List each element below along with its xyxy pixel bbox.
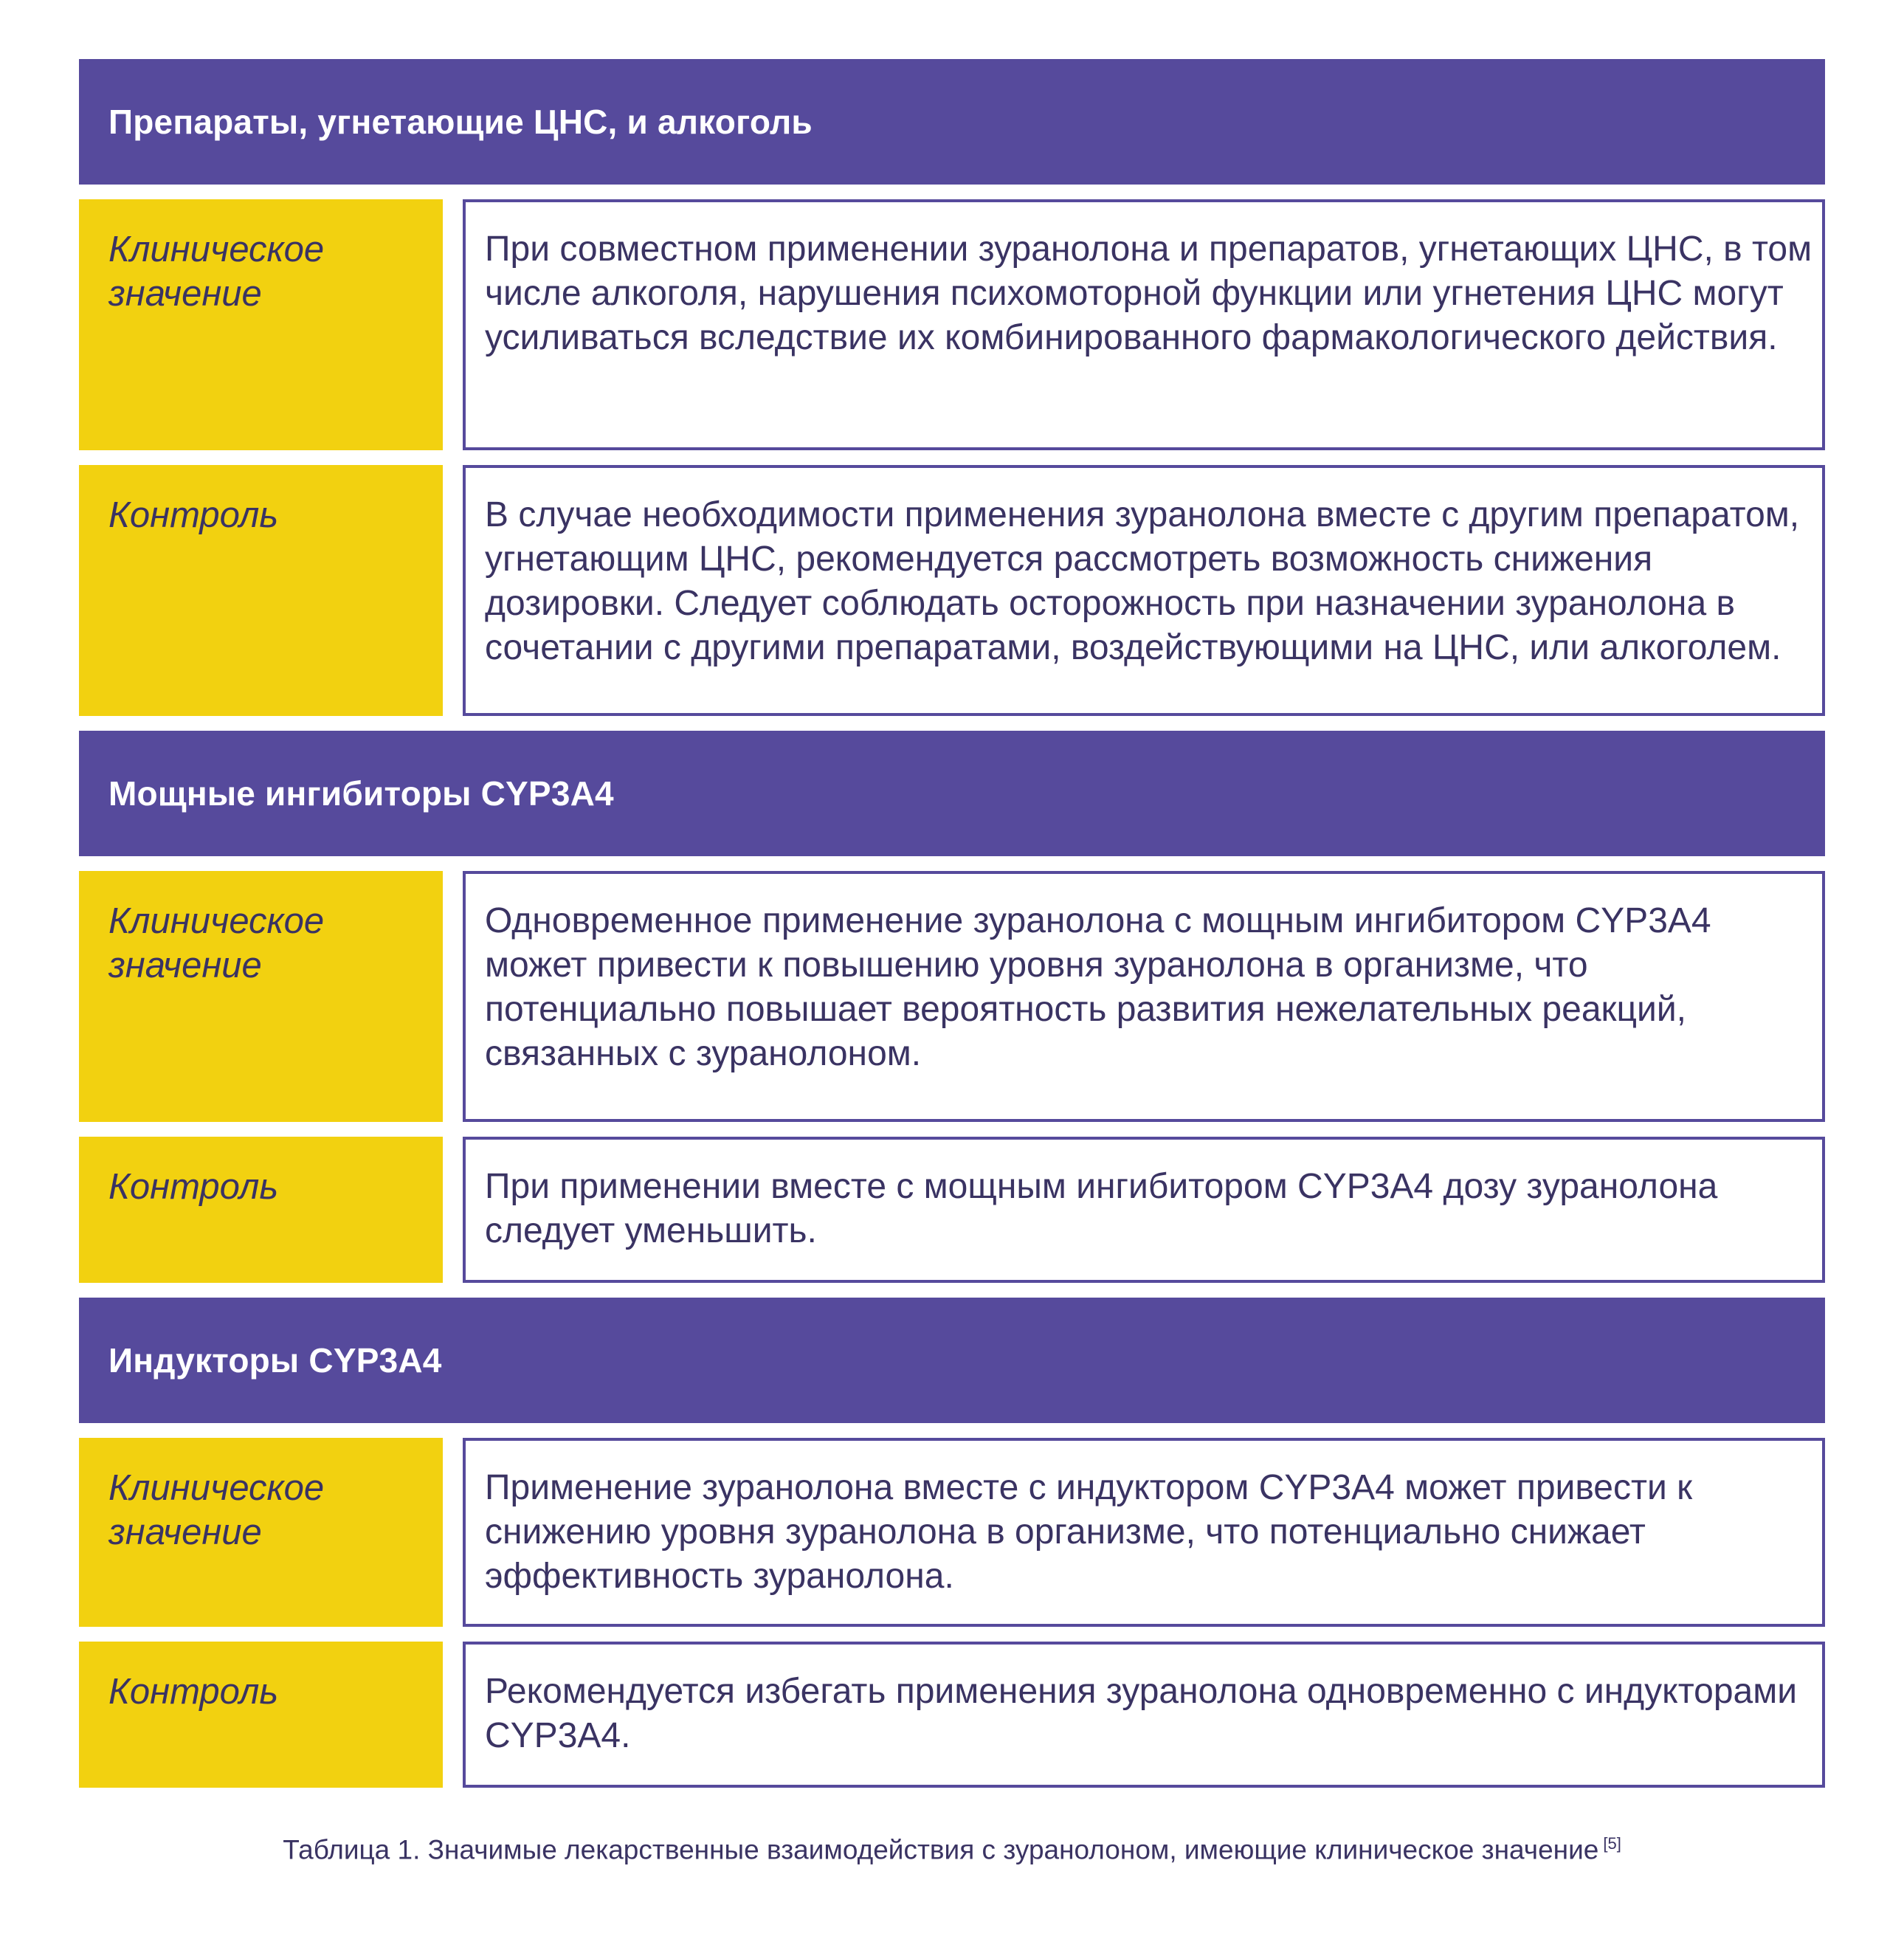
row-text: При применении вместе с мощным ингибитором CYP3A4 дозу зуранолона следует уменьшить. — [463, 1137, 1825, 1283]
caption-reference: [5] — [1603, 1834, 1621, 1853]
interactions-table — [79, 59, 1825, 1802]
row-text: Применение зуранолона вместе с индуктором CYP3A4 может привести к снижению уровня зуранолона в организме, что потенциально снижает эффективность зуранолона. — [463, 1438, 1825, 1627]
row-label: Клиническое значение — [79, 1438, 443, 1627]
row-text: При совместном применении зуранолона и препаратов, угнетающих ЦНС, в том числе алкоголя, нарушения психомоторной функции или угнетения ЦНС могут усиливаться вследствие их комбинированного фармакологического действия. — [463, 199, 1825, 450]
caption-text: Таблица 1. Значимые лекарственные взаимодействия с зуранолоном, имеющие клиническое значение — [283, 1834, 1599, 1865]
table-row — [79, 1137, 1825, 1283]
table-row — [79, 199, 1825, 450]
row-label: Контроль — [79, 1137, 443, 1283]
row-text: В случае необходимости применения зуранолона вместе с другим препаратом, угнетающим ЦНС, рекомендуется рассмотреть возможность снижения дозировки. Следует соблюдать осторожность при назначении зуранолона в сочетании с другими препаратами, воздействующими на ЦНС, или алкоголем. — [463, 465, 1825, 716]
table-row — [79, 1642, 1825, 1788]
section-title: Индукторы CYP3A4 — [108, 1341, 442, 1380]
table-row — [79, 871, 1825, 1122]
section-title: Препараты, угнетающие ЦНС, и алкоголь — [108, 103, 813, 141]
row-label: Контроль — [79, 1642, 443, 1788]
section-header — [79, 731, 1825, 856]
section-title: Мощные ингибиторы CYP3A4 — [108, 774, 614, 813]
table-row — [79, 465, 1825, 716]
row-label: Клиническое значение — [79, 199, 443, 450]
row-text: Одновременное применение зуранолона с мощным ингибитором CYP3A4 может привести к повышению уровня зуранолона в организме, что потенциально повышает вероятность развития нежелательных реакций, связанных с зуранолоном. — [463, 871, 1825, 1122]
row-label: Клиническое значение — [79, 871, 443, 1122]
row-label: Контроль — [79, 465, 443, 716]
section-header — [79, 59, 1825, 185]
table-row — [79, 1438, 1825, 1627]
row-text: Рекомендуется избегать применения зуранолона одновременно с индукторами CYP3A4. — [463, 1642, 1825, 1788]
table-caption — [0, 1834, 1904, 1865]
section-header — [79, 1298, 1825, 1423]
